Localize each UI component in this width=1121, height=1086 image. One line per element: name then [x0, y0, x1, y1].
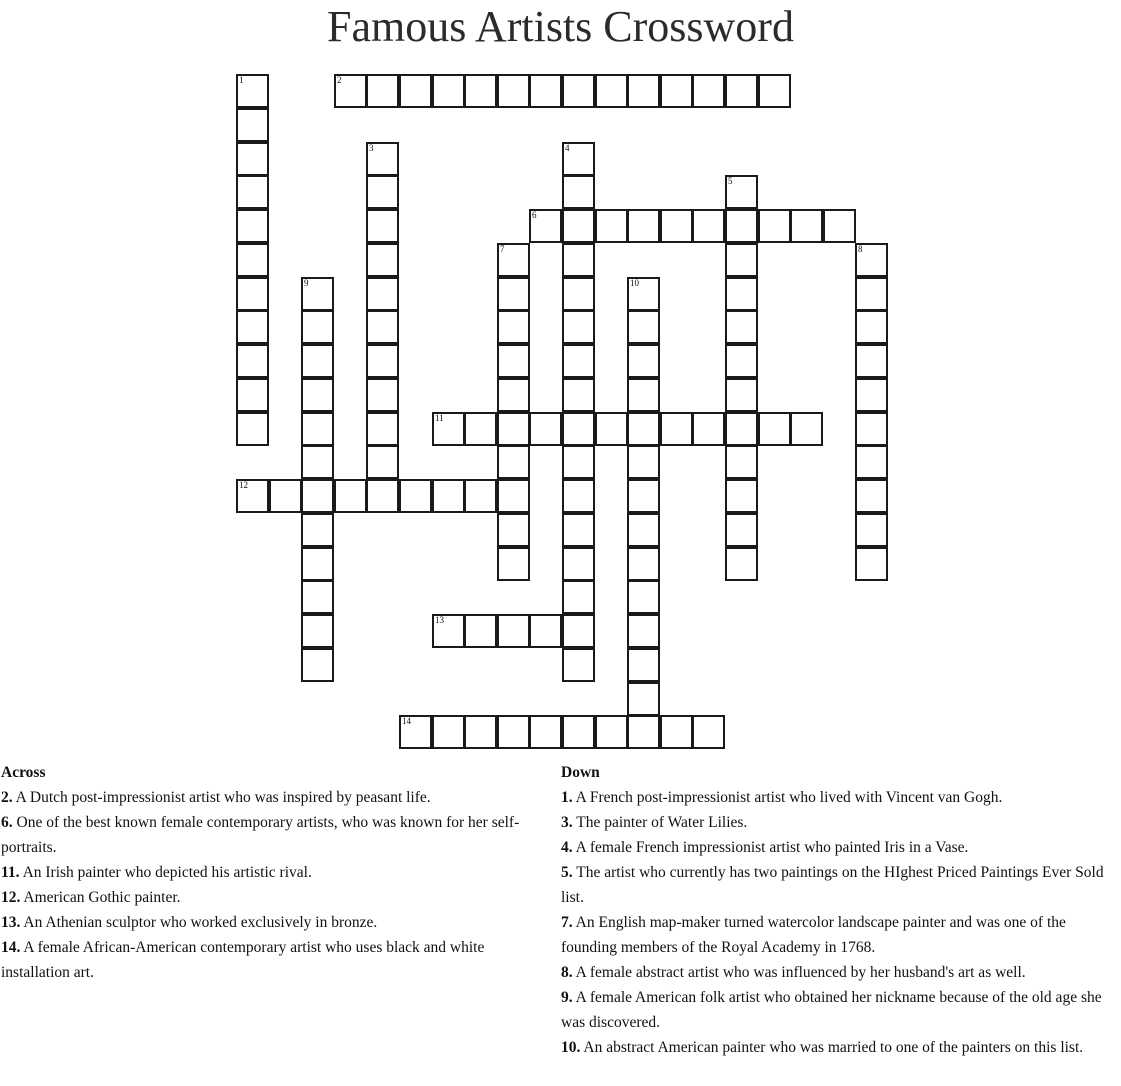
clue-text: An Athenian sculptor who worked exclusively in bronze. — [23, 914, 378, 931]
crossword-cell[interactable] — [497, 513, 530, 547]
clue-number-label: 14 — [402, 716, 411, 726]
clue-number-label: 2 — [337, 75, 342, 85]
crossword-cell[interactable] — [399, 715, 432, 749]
crossword-cell[interactable] — [301, 277, 334, 311]
crossword-cell[interactable] — [562, 378, 595, 412]
crossword-cell[interactable] — [725, 344, 758, 378]
crossword-cell[interactable] — [236, 243, 269, 277]
clue-text: An Irish painter who depicted his artistic rival. — [22, 864, 312, 881]
crossword-cell[interactable] — [562, 547, 595, 581]
crossword-cell[interactable] — [562, 175, 595, 209]
crossword-cell[interactable] — [562, 479, 595, 513]
crossword-cell[interactable] — [725, 74, 758, 108]
clue-text: A French post-impressionist artist who lived with Vincent van Gogh. — [575, 789, 1003, 806]
crossword-cell[interactable] — [269, 479, 302, 513]
crossword-cell[interactable] — [432, 479, 465, 513]
crossword-cell[interactable] — [529, 412, 562, 446]
crossword-cell[interactable] — [562, 74, 595, 108]
crossword-cell[interactable] — [497, 74, 530, 108]
crossword-cell[interactable] — [497, 310, 530, 344]
down-clue — [561, 910, 1119, 960]
crossword-cell[interactable] — [725, 412, 758, 446]
crossword-cell[interactable] — [660, 715, 693, 749]
crossword-cell[interactable] — [236, 175, 269, 209]
crossword-cell[interactable] — [660, 412, 693, 446]
crossword-cell[interactable] — [432, 715, 465, 749]
crossword-cell[interactable] — [366, 209, 399, 243]
clue-number: 13. — [1, 914, 21, 931]
crossword-cell[interactable] — [660, 209, 693, 243]
crossword-cell[interactable] — [725, 513, 758, 547]
crossword-cell[interactable] — [627, 74, 660, 108]
clue-text: A Dutch post-impressionist artist who was inspired by peasant life. — [15, 789, 431, 806]
clue-number: 4. — [561, 839, 573, 856]
clue-number-label: 6 — [532, 210, 537, 220]
crossword-cell[interactable] — [855, 547, 888, 581]
clue-number-label: 13 — [435, 615, 444, 625]
crossword-cell[interactable] — [855, 378, 888, 412]
crossword-cell[interactable] — [236, 142, 269, 176]
crossword-cell[interactable] — [692, 715, 725, 749]
across-heading: Across — [1, 764, 46, 781]
crossword-cell[interactable] — [562, 142, 595, 176]
clue-number: 9. — [561, 989, 573, 1006]
crossword-cell[interactable] — [366, 479, 399, 513]
crossword-cell[interactable] — [301, 513, 334, 547]
crossword-cell[interactable] — [562, 513, 595, 547]
across-clue — [1, 810, 553, 860]
crossword-cell[interactable] — [366, 142, 399, 176]
crossword-cell[interactable] — [855, 513, 888, 547]
crossword-cell[interactable] — [692, 412, 725, 446]
crossword-cell[interactable] — [529, 74, 562, 108]
crossword-cell[interactable] — [399, 479, 432, 513]
crossword-cell[interactable] — [497, 547, 530, 581]
crossword-cell[interactable] — [366, 344, 399, 378]
crossword-cell[interactable] — [627, 209, 660, 243]
crossword-cell[interactable] — [725, 547, 758, 581]
crossword-cell[interactable] — [399, 74, 432, 108]
crossword-cell[interactable] — [529, 209, 562, 243]
crossword-cell[interactable] — [627, 378, 660, 412]
crossword-cell[interactable] — [432, 74, 465, 108]
down-clue — [561, 785, 1119, 810]
clue-number-label: 5 — [728, 176, 733, 186]
crossword-cell[interactable] — [366, 310, 399, 344]
crossword-cell[interactable] — [236, 378, 269, 412]
clue-number-label: 10 — [630, 278, 639, 288]
crossword-cell[interactable] — [432, 614, 465, 648]
crossword-cell[interactable] — [855, 412, 888, 446]
crossword-cell[interactable] — [497, 412, 530, 446]
crossword-cell[interactable] — [366, 445, 399, 479]
clue-number-label: 1 — [239, 75, 244, 85]
crossword-cell[interactable] — [529, 715, 562, 749]
down-heading: Down — [561, 764, 600, 781]
crossword-cell[interactable] — [562, 614, 595, 648]
clue-number-label: 3 — [369, 143, 374, 153]
crossword-cell[interactable] — [627, 412, 660, 446]
crossword-cell[interactable] — [758, 412, 791, 446]
crossword-cell[interactable] — [725, 243, 758, 277]
crossword-cell[interactable] — [562, 445, 595, 479]
crossword-cell[interactable] — [529, 614, 562, 648]
clue-number-label: 8 — [858, 244, 863, 254]
across-clue — [1, 785, 553, 810]
crossword-cell[interactable] — [725, 378, 758, 412]
clue-text: An abstract American painter who was married to one of the painters on this list. — [583, 1039, 1084, 1056]
crossword-cell[interactable] — [464, 715, 497, 749]
crossword-cell[interactable] — [497, 445, 530, 479]
crossword-cell[interactable] — [236, 412, 269, 446]
across-clue — [1, 910, 553, 935]
crossword-cell[interactable] — [301, 310, 334, 344]
crossword-cell[interactable] — [692, 209, 725, 243]
crossword-cell[interactable] — [497, 479, 530, 513]
crossword-cell[interactable] — [562, 344, 595, 378]
down-clue — [561, 835, 1119, 860]
crossword-cell[interactable] — [790, 209, 823, 243]
crossword-cell[interactable] — [366, 175, 399, 209]
crossword-cell[interactable] — [627, 682, 660, 716]
crossword-cell[interactable] — [627, 580, 660, 614]
clue-number-label: 7 — [500, 244, 505, 254]
down-clue — [561, 960, 1119, 985]
crossword-cell[interactable] — [855, 243, 888, 277]
crossword-cell[interactable] — [692, 74, 725, 108]
crossword-cell[interactable] — [301, 479, 334, 513]
clue-number: 2. — [1, 789, 13, 806]
crossword-cell[interactable] — [497, 344, 530, 378]
crossword-cell[interactable] — [301, 648, 334, 682]
crossword-cell[interactable] — [464, 74, 497, 108]
clue-number: 6. — [1, 814, 13, 831]
crossword-cell[interactable] — [334, 74, 367, 108]
crossword-cell[interactable] — [301, 344, 334, 378]
clue-text: The artist who currently has two paintings on the HIghest Priced Paintings Ever Sold list. — [561, 864, 1104, 906]
crossword-cell[interactable] — [595, 209, 628, 243]
down-clues — [561, 760, 1119, 1060]
crossword-cell[interactable] — [236, 479, 269, 513]
crossword-cell[interactable] — [725, 310, 758, 344]
crossword-cell[interactable] — [855, 445, 888, 479]
across-clue — [1, 885, 553, 910]
clue-number: 1. — [561, 789, 573, 806]
clue-text: An English map-maker turned watercolor landscape painter and was one of the founding members of the Royal Academy in 1768. — [561, 914, 1066, 956]
crossword-cell[interactable] — [758, 209, 791, 243]
down-clue-list — [561, 785, 1119, 1060]
crossword-cell[interactable] — [301, 580, 334, 614]
crossword-cell[interactable] — [562, 310, 595, 344]
crossword-cell[interactable] — [627, 648, 660, 682]
clue-number: 5. — [561, 864, 573, 881]
across-clues — [1, 760, 553, 985]
crossword-cell[interactable] — [660, 74, 693, 108]
crossword-cell[interactable] — [627, 547, 660, 581]
crossword-cell[interactable] — [855, 344, 888, 378]
crossword-cell[interactable] — [823, 209, 856, 243]
crossword-cell[interactable] — [627, 614, 660, 648]
crossword-cell[interactable] — [562, 580, 595, 614]
crossword-cell[interactable] — [366, 243, 399, 277]
crossword-cell[interactable] — [725, 209, 758, 243]
crossword-cell[interactable] — [301, 412, 334, 446]
crossword-cell[interactable] — [497, 277, 530, 311]
down-clue — [561, 860, 1119, 910]
across-clue — [1, 935, 553, 985]
crossword-cell[interactable] — [366, 74, 399, 108]
crossword-cell[interactable] — [627, 715, 660, 749]
crossword-cell[interactable] — [562, 209, 595, 243]
clue-number: 10. — [561, 1039, 581, 1056]
across-clue-list — [1, 785, 553, 985]
crossword-cell[interactable] — [464, 412, 497, 446]
clue-number-label: 4 — [565, 143, 570, 153]
clue-text: A female French impressionist artist who painted Iris in a Vase. — [575, 839, 969, 856]
clue-number-label: 9 — [304, 278, 309, 288]
crossword-cell[interactable] — [725, 479, 758, 513]
crossword-cell[interactable] — [562, 715, 595, 749]
crossword-cell[interactable] — [464, 479, 497, 513]
clue-number: 7. — [561, 914, 573, 931]
clue-number: 14. — [1, 939, 21, 956]
crossword-cell[interactable] — [497, 614, 530, 648]
crossword-cell[interactable] — [562, 277, 595, 311]
crossword-cell[interactable] — [562, 648, 595, 682]
crossword-cell[interactable] — [497, 378, 530, 412]
crossword-cell[interactable] — [725, 175, 758, 209]
crossword-cell[interactable] — [236, 344, 269, 378]
crossword-cell[interactable] — [627, 310, 660, 344]
across-clue — [1, 860, 553, 885]
crossword-cell[interactable] — [562, 412, 595, 446]
crossword-cell[interactable] — [627, 513, 660, 547]
clue-number: 12. — [1, 889, 21, 906]
crossword-cell[interactable] — [627, 445, 660, 479]
clue-text: American Gothic painter. — [23, 889, 181, 906]
crossword-cell[interactable] — [497, 243, 530, 277]
down-clue — [561, 1035, 1119, 1060]
clue-text: One of the best known female contemporary artists, who was known for her self-portraits. — [1, 814, 520, 856]
crossword-cell[interactable] — [725, 445, 758, 479]
crossword-cell[interactable] — [236, 209, 269, 243]
crossword-cell[interactable] — [562, 243, 595, 277]
crossword-cell[interactable] — [334, 479, 367, 513]
crossword-cell[interactable] — [627, 479, 660, 513]
clue-text: A female abstract artist who was influenced by her husband's art as well. — [575, 964, 1026, 981]
crossword-cell[interactable] — [236, 74, 269, 108]
crossword-cell[interactable] — [855, 277, 888, 311]
clue-number: 8. — [561, 964, 573, 981]
crossword-cell[interactable] — [301, 445, 334, 479]
crossword-cell[interactable] — [497, 715, 530, 749]
clue-text: The painter of Water Lilies. — [576, 814, 748, 831]
clue-number: 11. — [1, 864, 20, 881]
clue-number-label: 12 — [239, 480, 248, 490]
crossword-cell[interactable] — [236, 277, 269, 311]
crossword-cell[interactable] — [432, 412, 465, 446]
crossword-cell[interactable] — [236, 108, 269, 142]
crossword-cell[interactable] — [790, 412, 823, 446]
crossword-cell[interactable] — [595, 412, 628, 446]
crossword-cell[interactable] — [855, 310, 888, 344]
clue-text: A female American folk artist who obtained her nickname because of the old age she was discovered. — [561, 989, 1102, 1031]
crossword-cell[interactable] — [301, 378, 334, 412]
down-clue — [561, 810, 1119, 835]
down-clue — [561, 985, 1119, 1035]
crossword-cell[interactable] — [595, 715, 628, 749]
crossword-cell[interactable] — [366, 412, 399, 446]
clue-text: A female African-American contemporary artist who uses black and white installation art. — [1, 939, 485, 981]
crossword-cell[interactable] — [595, 74, 628, 108]
crossword-cell[interactable] — [627, 277, 660, 311]
crossword-cell[interactable] — [464, 614, 497, 648]
page-title: Famous Artists Crossword — [327, 2, 794, 51]
crossword-cell[interactable] — [366, 277, 399, 311]
crossword-cell[interactable] — [758, 74, 791, 108]
crossword-cell[interactable] — [725, 277, 758, 311]
crossword-cell[interactable] — [236, 310, 269, 344]
clue-number-label: 11 — [435, 413, 444, 423]
crossword-cell[interactable] — [301, 614, 334, 648]
crossword-cell[interactable] — [855, 479, 888, 513]
clue-number: 3. — [561, 814, 573, 831]
crossword-cell[interactable] — [366, 378, 399, 412]
crossword-cell[interactable] — [301, 547, 334, 581]
crossword-cell[interactable] — [627, 344, 660, 378]
